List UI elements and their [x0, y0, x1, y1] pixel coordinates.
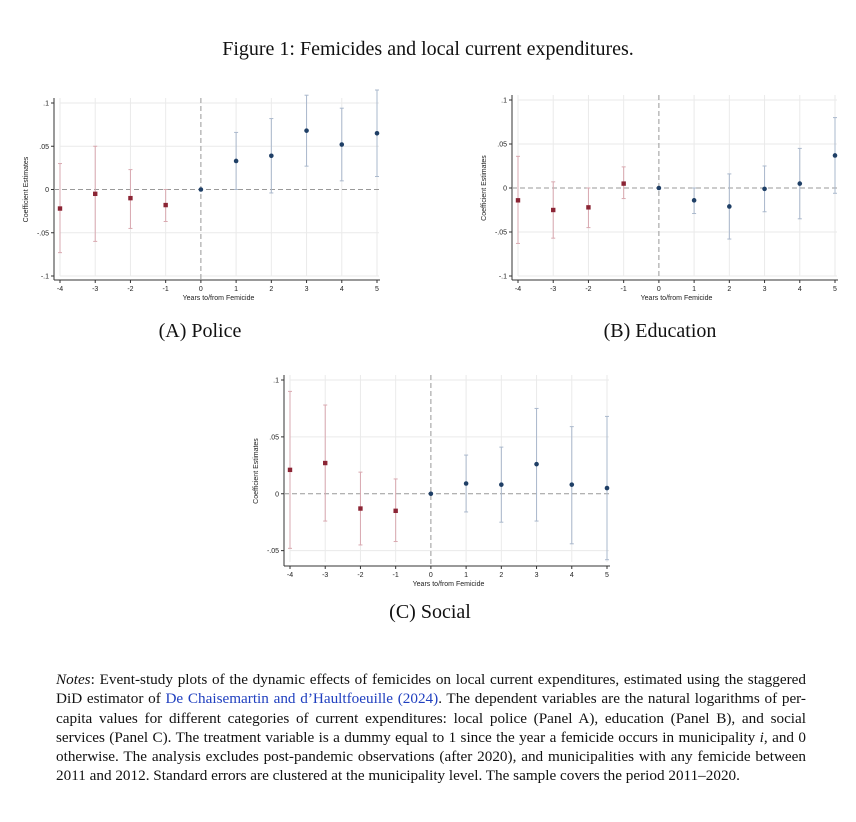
panel-a-point-pre--1 — [163, 203, 167, 207]
panel-c-point-post-2 — [499, 482, 504, 487]
panel-c-point-post-3 — [534, 462, 539, 467]
panel-a-x-tick-label-1: -3 — [92, 286, 99, 293]
panel-b-point-post-4 — [797, 181, 802, 186]
panel-b-point-post-1 — [692, 198, 697, 203]
panel-b-x-tick-label-1: -3 — [550, 286, 557, 293]
panel-b-x-axis-title: Years to/from Femicide — [640, 295, 713, 302]
panel-b-y-tick-label-2: 0 — [503, 185, 507, 193]
panel-b-x-tick-label-6: 2 — [727, 286, 732, 293]
notes-text-1: : Event-study plots of the dynamic effects of femicides on local current expenditures, estimated using the staggered DiD estimator of — [56, 671, 806, 708]
panel-a-x-tick-label-2: -2 — [127, 286, 134, 293]
panel-c-y-axis-title: Coefficient Estimates — [253, 438, 260, 504]
panel-a-point-post-3 — [304, 128, 309, 133]
panel-a-y-axis-title: Coefficient Estimates — [23, 156, 30, 223]
panel-a-x-tick-label-5: 1 — [234, 286, 239, 293]
notes-text-2: . The dependent variables are the natural logarithms of per-capita values for different categories of current expenditures: local police (Panel A), education (Panel B), and social services (Panel C). The treatment variable is a dummy equal to 1 since the year a femicide occurs in municipality — [56, 690, 806, 746]
panel-a-point-pre--4 — [58, 206, 62, 210]
panel-b-point-post-5 — [833, 153, 838, 158]
panel-c-x-axis-title: Years to/from Femicide — [412, 581, 485, 588]
panel-a-x-tick-label-9: 5 — [375, 286, 379, 293]
panel-c-x-tick-label-9: 5 — [605, 572, 609, 579]
panel-b-point-pre--4 — [516, 198, 520, 202]
panel-c-point-post-1 — [464, 481, 469, 486]
panel-b-y-tick-label-1: .05 — [497, 141, 507, 149]
panel-a-x-tick-label-3: -1 — [162, 286, 169, 293]
panel-b-x-tick-label-4: 0 — [656, 286, 661, 293]
panel-b-point-pre--1 — [621, 181, 625, 185]
panel-c-x-tick-label-5: 1 — [464, 572, 469, 579]
panel-a-x-tick-label-8: 4 — [339, 286, 344, 293]
panel-a-y-tick-label-1: .05 — [39, 143, 49, 151]
panel-c-x-tick-label-8: 4 — [569, 572, 574, 579]
panel-a-y-tick-label-2: 0 — [45, 187, 49, 194]
panel-a-point-post-2 — [269, 153, 274, 158]
panel-a-chart — [20, 90, 400, 310]
panel-a-plot — [20, 90, 400, 310]
panel-c-point-pre--1 — [393, 509, 397, 513]
panel-c-point-pre--4 — [288, 468, 292, 472]
panel-c-caption: (C) Social — [389, 601, 471, 623]
panel-b-point-pre--3 — [551, 208, 555, 212]
panel-c-x-tick-label-4: 0 — [428, 572, 433, 579]
panel-c-point-post-4 — [569, 482, 574, 487]
panel-c-y-tick-label-0: .1 — [273, 377, 279, 385]
panel-b-x-tick-label-3: -1 — [620, 286, 627, 293]
notes-variable: i — [759, 728, 764, 746]
panel-a-point-post-0 — [199, 187, 204, 192]
panel-b-plot — [468, 90, 848, 310]
citation-link[interactable]: De Chaisemartin and d’Haultfoeuille (2024) — [165, 690, 439, 708]
panel-b-y-tick-label-0: .1 — [501, 97, 507, 105]
panel-c-point-post-0 — [429, 491, 434, 496]
panel-b-y-tick-label-3: -.05 — [494, 229, 507, 237]
panel-c-y-tick-label-3: -.05 — [266, 548, 279, 556]
panel-a-y-tick-label-4: -.1 — [40, 273, 49, 281]
panel-c-x-tick-label-1: -3 — [322, 572, 329, 579]
panel-c-x-tick-label-3: -1 — [392, 572, 399, 579]
panel-c-plot — [245, 368, 625, 593]
panel-b-x-tick-label-0: -4 — [514, 286, 522, 293]
panel-a-point-pre--3 — [93, 192, 97, 196]
panel-c-point-pre--3 — [323, 461, 327, 465]
panel-c-point-pre--2 — [358, 506, 362, 510]
panel-b-point-post-3 — [762, 187, 767, 192]
panel-a-x-tick-label-7: 3 — [304, 286, 309, 293]
panel-b-x-tick-label-5: 1 — [692, 286, 697, 293]
panel-b-point-post-2 — [727, 204, 732, 209]
panel-a-point-post-1 — [234, 159, 239, 164]
panel-a-x-tick-label-6: 2 — [269, 286, 274, 293]
panel-a-point-post-4 — [339, 142, 344, 147]
panel-b-y-axis-title: Coefficient Estimates — [481, 155, 488, 221]
panel-c-x-tick-label-6: 2 — [499, 572, 504, 579]
panel-b-x-tick-label-7: 3 — [762, 286, 767, 293]
panel-a-y-tick-label-3: -.05 — [36, 230, 49, 238]
panel-a-x-axis-title: Years to/from Femicide — [182, 295, 255, 302]
panel-c-point-post-5 — [605, 486, 610, 491]
panel-c-x-tick-label-0: -4 — [286, 572, 294, 579]
panel-a-point-post-5 — [375, 131, 380, 136]
panel-b-x-tick-label-8: 4 — [797, 286, 802, 293]
panel-a-x-tick-label-4: 0 — [198, 286, 203, 293]
panel-b-caption: (B) Education — [603, 320, 717, 342]
figure-notes — [56, 670, 806, 786]
panel-b-point-post-0 — [657, 186, 662, 191]
notes-label: Notes — [56, 671, 91, 688]
figure-title: Figure 1: Femicides and local current expenditures. — [222, 38, 634, 60]
panel-b-point-pre--2 — [586, 205, 590, 209]
panel-c-chart — [245, 368, 625, 593]
panel-b-x-tick-label-9: 5 — [833, 286, 837, 293]
panel-c-x-tick-label-7: 3 — [534, 572, 539, 579]
panel-a-point-pre--2 — [128, 196, 132, 200]
notes-text-3: , and 0 otherwise. The analysis excludes post-pandemic observations (after 2020), and municipalities with any femicide between 2011 and 2012. Standard errors are clustered at the municipality level. The sample covers the period 2011–2020. — [56, 728, 806, 785]
panel-a-y-tick-label-0: .1 — [43, 100, 49, 108]
panel-c-y-tick-label-1: .05 — [269, 434, 279, 442]
panel-a-caption: (A) Police — [158, 320, 242, 342]
panel-b-chart — [468, 90, 848, 310]
panel-c-x-tick-label-2: -2 — [357, 572, 364, 579]
panel-b-y-tick-label-4: -.1 — [498, 273, 507, 281]
panel-c-y-tick-label-2: 0 — [275, 491, 279, 499]
panel-a-x-tick-label-0: -4 — [56, 286, 64, 293]
panel-b-x-tick-label-2: -2 — [585, 286, 592, 293]
